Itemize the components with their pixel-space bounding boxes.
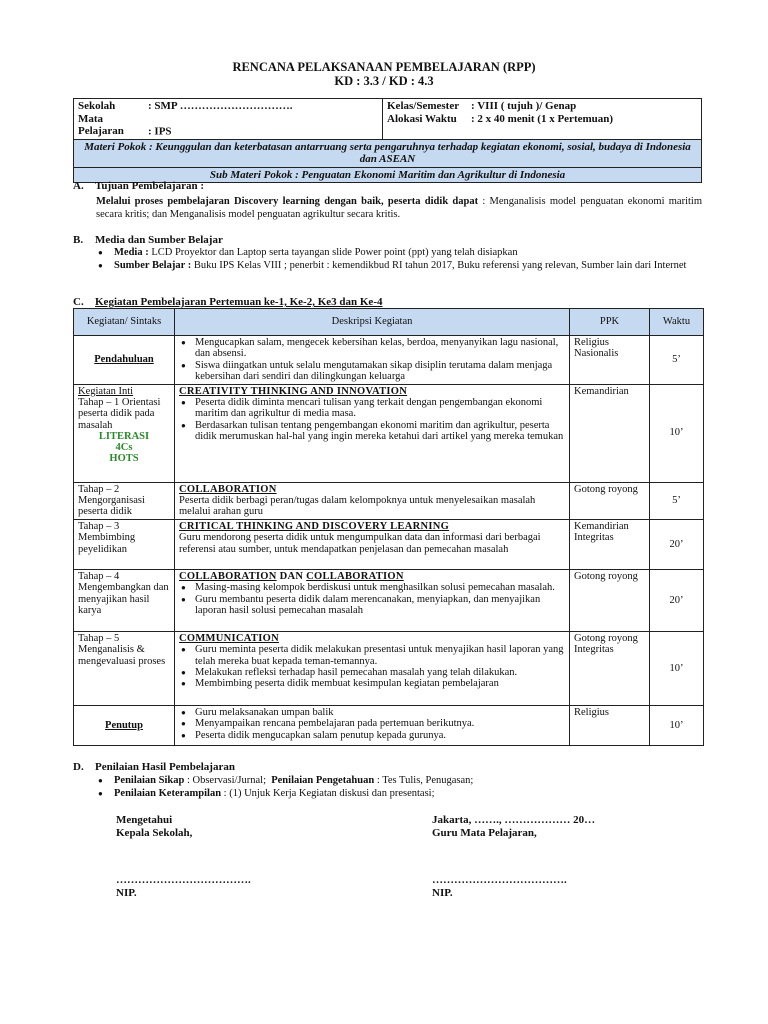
section-b-title: Media dan Sumber Belajar — [95, 234, 223, 246]
sikap-label: Penilaian Sikap — [114, 775, 185, 786]
list-item: ● Peserta didik mengucapkan salam penutup kepada gurunya. — [179, 730, 565, 741]
section-a-heading — [73, 180, 204, 192]
tahap4-heading — [179, 571, 565, 582]
tahap4-heading-mid: DAN — [276, 570, 307, 582]
signature-left-line1: Mengetahui — [116, 814, 173, 826]
list-item: ● Masing-masing kelompok berdiskusi untuk menghasilkan solusi pemecahan masalah. — [179, 582, 565, 593]
table-header-row — [74, 309, 704, 336]
section-a-bold: Melalui proses pembelajaran Discovery learning dengan baik, peserta didik dapat — [96, 196, 479, 207]
section-d-list — [96, 775, 702, 800]
section-a-number: A. — [73, 180, 84, 192]
tahap2-waktu: 5’ — [650, 482, 704, 519]
inti-heading: CREATIVITY THINKING AND INNOVATION — [179, 385, 408, 397]
title-line-2: KD : 3.3 / KD : 4.3 — [334, 74, 434, 88]
penutup-label: Penutup — [74, 705, 175, 745]
document-title — [0, 60, 768, 88]
table-row — [74, 384, 704, 482]
alokasi-label: Alokasi Waktu — [387, 112, 457, 125]
sekolah-value: : SMP …………………………. — [148, 100, 293, 112]
section-c-number: C. — [73, 296, 84, 308]
pengetahuan-label: Penilaian Pengetahuan — [271, 775, 375, 786]
tahap3-label: Tahap – 3 Membimbing peyelidikan — [74, 519, 175, 569]
pengetahuan-text: : Tes Tulis, Penugasan; — [376, 775, 474, 786]
pendahuluan-ppk: Religius Nasionalis — [570, 336, 650, 385]
tahap2-heading: COLLABORATION — [179, 483, 277, 495]
list-item: ● Melakukan refleksi terhadap hasil pemecahan masalah yang telah dilakukan. — [179, 667, 565, 678]
mapel-value: : IPS — [148, 125, 172, 137]
list-item: ● Mengucapkan salam, mengecek kebersihan kelas, berdoa, menyanyikan lagu nasional, dan absensi. — [179, 337, 565, 360]
sumber-item — [96, 260, 702, 273]
tahap4-heading-1: COLLABORATION — [179, 570, 277, 582]
signature-left-nip: NIP. — [116, 887, 137, 899]
alokasi-value: : 2 x 40 menit (1 x Pertemuan) — [471, 112, 614, 125]
kelas-value: : VIII ( tujuh )/ Genap — [471, 100, 577, 112]
sikap-text: : Observasi/Jurnal; — [186, 775, 266, 786]
inti-tahap: Tahap – 1 Orientasi peserta didik pada masalah — [78, 397, 161, 431]
signature-left-line2: Kepala Sekolah, — [116, 827, 193, 839]
list-item: ● Menyampaikan rencana pembelajaran pada pertemuan berikutnya. — [179, 718, 565, 729]
materi-pokok: Materi Pokok : Keunggulan dan keterbatasan antarruang serta pengaruhnya terhadap kegiatan ekonomi, sosial, budaya di Indonesia dan ASEAN — [74, 139, 702, 167]
list-item: ● Membimbing peserta didik membuat kesimpulan kegiatan pembelajaran — [179, 678, 565, 689]
tahap5-heading: COMMUNICATION — [179, 632, 279, 644]
inti-desc — [175, 384, 570, 482]
tahap5-waktu: 10’ — [650, 631, 704, 705]
keterampilan-label: Penilaian Keterampilan — [114, 787, 222, 799]
list-item: ● Siswa diingatkan untuk selalu mengutamakan sikap disiplin terutama dalam menjaga kebersihan dari sendiri dan dilingkungan keluarga — [179, 360, 565, 383]
list-item: ● Peserta didik diminta mencari tulisan yang terkait dengan pengembangan ekonomi maritim dan agrikultur di media masa. — [179, 397, 565, 420]
signature-left — [116, 814, 192, 840]
tahap4-desc — [175, 569, 570, 631]
section-b-list — [96, 247, 702, 272]
section-d-heading — [73, 761, 235, 773]
table-row — [74, 569, 704, 631]
hots-label: HOTS — [109, 453, 139, 465]
section-d-number: D. — [73, 761, 84, 773]
section-c-heading — [73, 296, 382, 308]
mapel-label: Mata Pelajaran — [78, 112, 124, 137]
list-item: ● Guru melaksanakan umpan balik — [179, 707, 565, 718]
penutup-waktu: 10’ — [650, 705, 704, 745]
kelas-label: Kelas/Semester — [387, 100, 460, 112]
signature-right-line1: Jakarta, ……., ……………… 20… — [432, 814, 596, 826]
section-b-heading — [73, 234, 223, 246]
sumber-text: Buku IPS Kelas VIII ; penerbit : kemendikbud RI tahun 2017, Buku referensi yang relevan, Sumber lain dari Internet — [191, 259, 687, 271]
4cs-label: 4Cs — [115, 442, 133, 454]
inti-label — [74, 384, 175, 482]
sekolah-label: Sekolah — [78, 100, 116, 112]
tahap3-desc — [175, 519, 570, 569]
penutup-ppk: Religius — [570, 705, 650, 745]
tahap3-ppk: Kemandirian Integritas — [570, 519, 650, 569]
signature-left-dots: ………………………………. — [116, 874, 251, 886]
media-label: Media : — [114, 247, 149, 258]
section-a-text — [96, 196, 702, 221]
inti-waktu: 10’ — [650, 384, 704, 482]
sumber-label: Sumber Belajar : — [114, 259, 192, 271]
tahap2-ppk: Gotong royong — [570, 482, 650, 519]
info-right-cell — [383, 99, 702, 140]
tahap5-desc — [175, 631, 570, 705]
penutup-desc — [175, 705, 570, 745]
header-waktu: Waktu — [650, 309, 704, 336]
signature-right-line2: Guru Mata Pelajaran, — [432, 827, 537, 839]
header-kegiatan: Kegiatan/ Sintaks — [74, 309, 175, 336]
list-item: ● Guru membantu peserta didik dalam merencanakan, menyiapkan, dan menyajikan laporan hasil solusi pemecahan masalah — [179, 594, 565, 617]
info-table — [73, 98, 702, 183]
tahap3-heading: CRITICAL THINKING AND DISCOVERY LEARNING — [179, 520, 450, 532]
signature-right-dots: ………………………………. — [432, 874, 567, 886]
penilaian-item-2 — [96, 788, 702, 801]
header-deskripsi: Deskripsi Kegiatan — [175, 309, 570, 336]
penilaian-item-1 — [96, 775, 702, 788]
info-left-cell — [74, 99, 383, 140]
table-row — [74, 631, 704, 705]
tahap2-label: Tahap – 2 Mengorganisasi peserta didik — [74, 482, 175, 519]
tahap2-text: Peserta didik berbagi peran/tugas dalam kelompoknya untuk menyelesaikan masalah melalui arahan guru — [179, 495, 536, 518]
tahap3-waktu: 20’ — [650, 519, 704, 569]
keterampilan-text: : (1) Unjuk Kerja Kegiatan diskusi dan presentasi; — [223, 787, 435, 799]
header-ppk: PPK — [570, 309, 650, 336]
list-item: ● Guru meminta peserta didik melakukan presentasi untuk menyajikan hasil laporan yang telah mereka buat kepada teman-temannya. — [179, 644, 565, 667]
table-row — [74, 705, 704, 745]
activity-table — [73, 308, 704, 746]
media-item — [96, 247, 702, 260]
tahap3-text: Guru mendorong peserta didik untuk mengumpulkan data dan informasi dari berbagai referensi atau sumber, untuk mendapatkan penjelasan dan pemecahan masalah — [179, 532, 541, 555]
table-row — [74, 519, 704, 569]
tahap4-label: Tahap – 4 Mengembangkan dan menyajikan hasil karya — [74, 569, 175, 631]
title-line-1: RENCANA PELAKSANAAN PEMBELAJARAN (RPP) — [232, 60, 536, 74]
list-item: ● Berdasarkan tulisan tentang pengembangan ekonomi maritim dan agrikultur, peserta didik merumuskan hal-hal yang ingin mereka ketahui dari artikel yang mereka temukan — [179, 420, 565, 443]
tahap5-label: Tahap – 5 Menganalisis & mengevaluasi proses — [74, 631, 175, 705]
section-a-title: Tujuan Pembelajaran : — [95, 180, 204, 192]
pendahuluan-desc — [175, 336, 570, 385]
section-b-number: B. — [73, 234, 84, 246]
media-text: LCD Proyektor dan Laptop serta tayangan slide Power point (ppt) yang telah disiapkan — [148, 247, 518, 258]
tahap5-ppk: Gotong royong Integritas — [570, 631, 650, 705]
literasi-label: LITERASI — [98, 431, 150, 443]
pendahuluan-waktu: 5’ — [650, 336, 704, 385]
tahap4-heading-2: COLLABORATION — [306, 570, 404, 582]
section-c-title: Kegiatan Pembelajaran Pertemuan ke-1, Ke-2, Ke3 dan Ke-4 — [95, 296, 383, 308]
inti-ppk: Kemandirian — [570, 384, 650, 482]
sub-materi-pokok: Sub Materi Pokok : Penguatan Ekonomi Maritim dan Agrikultur di Indonesia — [74, 167, 702, 183]
pendahuluan-label: Pendahuluan — [74, 336, 175, 385]
table-row — [74, 336, 704, 385]
tahap4-waktu: 20’ — [650, 569, 704, 631]
table-row — [74, 482, 704, 519]
signature-right-nip: NIP. — [432, 887, 453, 899]
inti-title: Kegiatan Inti — [78, 385, 134, 397]
tahap4-ppk: Gotong royong — [570, 569, 650, 631]
section-a-rest: : Menganalisis model penguatan ekonomi maritim secara kritis; dan Menganalisis model penguatan agrikultur secara kritis. — [96, 196, 702, 220]
signature-right — [432, 814, 595, 840]
section-d-title: Penilaian Hasil Pembelajaran — [95, 761, 235, 773]
signature-right-name — [432, 874, 567, 900]
signature-left-name — [116, 874, 251, 900]
tahap2-desc — [175, 482, 570, 519]
